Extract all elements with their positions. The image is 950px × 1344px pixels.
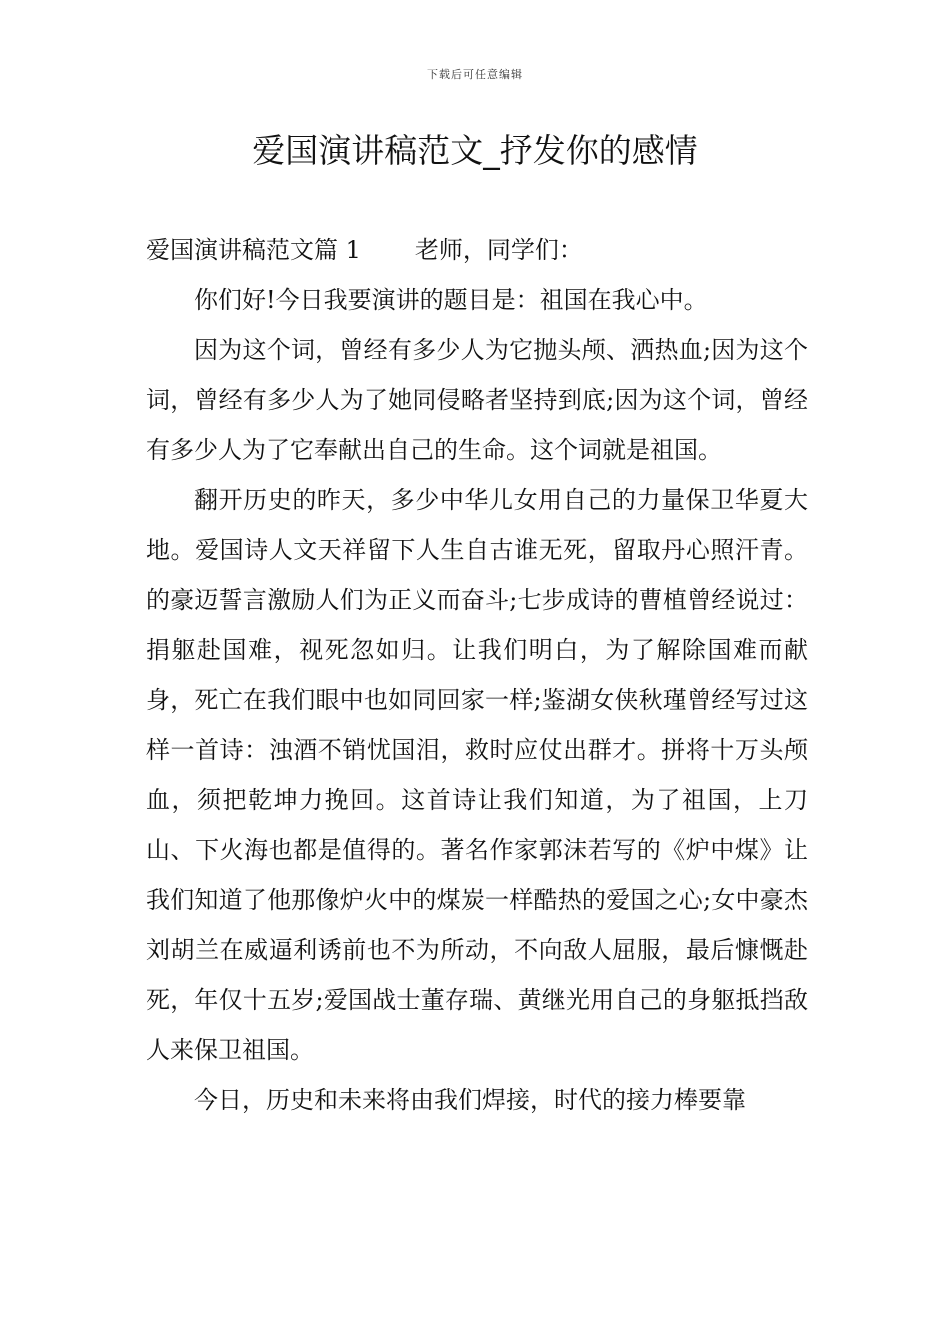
lead-line <box>146 225 808 275</box>
paragraph-greeting: 你们好!今日我要演讲的题目是：祖国在我心中。 <box>194 286 708 314</box>
section-label: 爱国演讲稿范文篇 1 <box>146 236 361 264</box>
document-title: 爱国演讲稿范文_抒发你的感情 <box>252 131 698 170</box>
paragraph-history: 翻开历史的昨天，多少中华儿女用自己的力量保卫华夏大地。爱国诗人文天祥留下人生自古谁无死，留取丹心照汗青。的豪迈誓言激励人们为正义而奋斗;七步成诗的曹植曾经说过：捐躯赴国难，视死忽如归。让我们明白，为了解除国难而献身，死亡在我们眼中也如同回家一样;鉴湖女侠秋瑾曾经写过这样一首诗：浊酒不销忧国泪，救时应仗出群才。拼将十万头颅血，须把乾坤力挽回。这首诗让我们知道，为了祖国，上刀山、下火海也都是值得的。著名作家郭沫若写的《炉中煤》让我们知道了他那像炉火中的煤炭一样酷热的爱国之心;女中豪杰刘胡兰在威逼利诱前也不为所动，不向敌人屈服，最后慷慨赴死，年仅十五岁;爱国战士董存瑞、黄继光用自己的身躯抵挡敌人来保卫祖国。 <box>146 486 808 1064</box>
salutation: 老师，同学们： <box>414 236 583 264</box>
document-body <box>146 225 808 1125</box>
paragraph-today: 今日，历史和未来将由我们焊接，时代的接力棒要靠 <box>194 1086 746 1114</box>
paragraph-motherland: 因为这个词，曾经有多少人为它抛头颅、洒热血;因为这个词，曾经有多少人为了她同侵略者坚持到底;因为这个词，曾经有多少人为了它奉献出自己的生命。这个词就是祖国。 <box>146 336 808 464</box>
header-note: 下载后可任意编辑 <box>427 68 523 81</box>
